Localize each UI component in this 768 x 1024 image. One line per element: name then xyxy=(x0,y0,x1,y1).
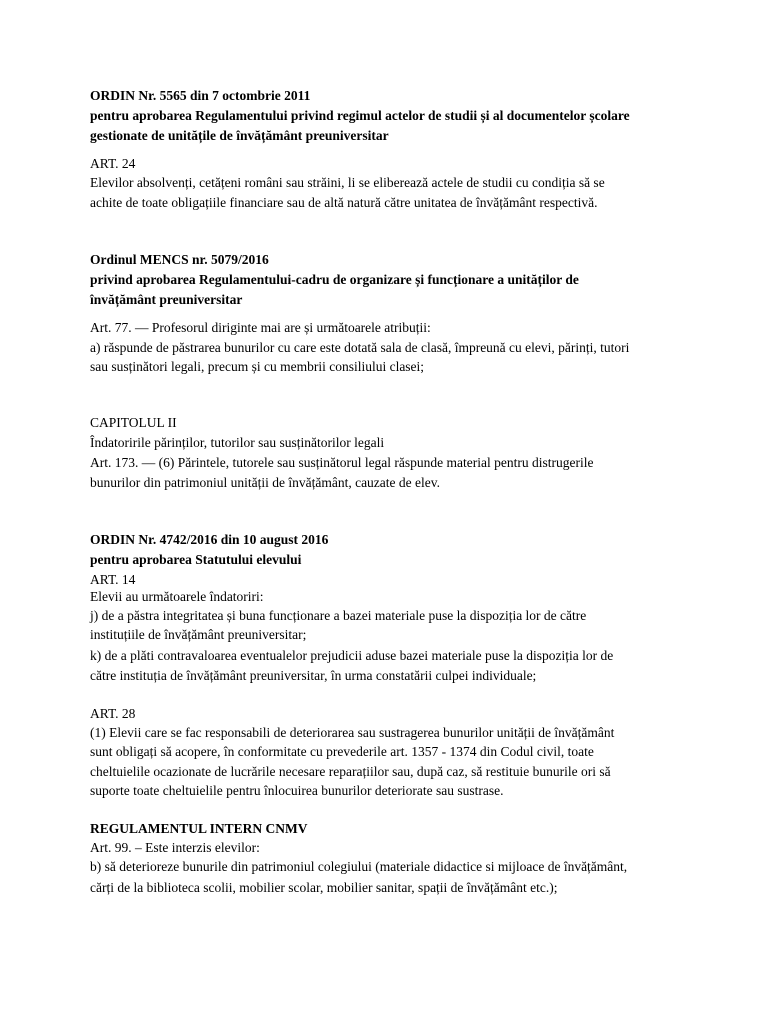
section-2-title: Ordinul MENCS nr. 5079/2016 xyxy=(90,252,269,267)
section-4-subtitle: pentru aprobarea Statutului elevului xyxy=(90,552,302,567)
section-4-text-line-2: j) de a păstra integritatea și buna funcționare a bazei materiale puse la dispoziția lor de către xyxy=(90,608,587,623)
section-5-text-line-2: b) să deterioreze bunurile din patrimoniul colegiului (materiale didactice si mijloace de învățământ, xyxy=(90,859,628,874)
section-1-text-line-2: achite de toate obligațiile financiare sau de altă natură către unitatea de învățământ respectivă. xyxy=(90,195,598,210)
section-3-chapter-subtitle: Îndatoririle părinților, tutorilor sau susținătorilor legali xyxy=(90,435,385,450)
section-3-text-line-2: bunurilor din patrimoniul unității de învățământ, cauzate de elev. xyxy=(90,475,441,490)
section-2-subtitle-line-2: învățământ preuniversitar xyxy=(90,292,243,307)
section-1-subtitle-line-1: pentru aprobarea Regulamentului privind regimul actelor de studii și al documentelor școlare xyxy=(90,108,630,123)
section-5-title: REGULAMENTUL INTERN CNMV xyxy=(90,821,308,836)
section-4-text-line-6: (1) Elevii care se fac responsabili de deteriorarea sau sustragerea bunurilor unității de învățământ xyxy=(90,725,615,740)
section-4-text-line-7: sunt obligați să acopere, în conformitate cu prevederile art. 1357 - 1374 din Codul civil, toate xyxy=(90,744,594,759)
section-1-title: ORDIN Nr. 5565 din 7 octombrie 2011 xyxy=(90,88,311,103)
section-4-text-line-9: suporte toate cheltuielile pentru înlocuirea bunurilor deteriorate sau sustrase. xyxy=(90,783,504,798)
section-4-text-line-1: Elevii au următoarele îndatoriri: xyxy=(90,589,264,604)
section-2-text-line-1: Art. 77. — Profesorul diriginte mai are și următoarele atribuții: xyxy=(90,320,431,335)
section-2-text-line-3: sau susținători legali, precum și cu membrii consiliului clasei; xyxy=(90,359,425,374)
section-4-article-28-heading: ART. 28 xyxy=(90,706,136,721)
section-2-text-line-2: a) răspunde de păstrarea bunurilor cu care este dotată sala de clasă, împreună cu elevi, părinți, tutori xyxy=(90,340,630,355)
section-1-subtitle-line-2: gestionate de unitățile de învățământ preuniversitar xyxy=(90,128,389,143)
section-2-subtitle-line-1: privind aprobarea Regulamentului-cadru de organizare și funcționare a unităților de xyxy=(90,272,579,287)
section-4-text-line-4: k) de a plăti contravaloarea eventualelor prejudicii aduse bazei materiale puse la dispoziția lor de xyxy=(90,648,614,663)
section-1-article-heading: ART. 24 xyxy=(90,156,136,171)
section-4-article-14-heading: ART. 14 xyxy=(90,572,136,587)
section-3-text-line-1: Art. 173. — (6) Părintele, tutorele sau susținătorul legal răspunde material pentru distrugerile xyxy=(90,455,594,470)
section-1-text-line-1: Elevilor absolvenți, cetățeni români sau străini, li se eliberează actele de studii cu condiția să se xyxy=(90,175,605,190)
section-3-chapter-title: CAPITOLUL II xyxy=(90,415,177,430)
section-4-text-line-5: către instituția de învățământ preuniversitar, în urma constatării culpei individuale; xyxy=(90,668,537,683)
section-5-text-line-1: Art. 99. – Este interzis elevilor: xyxy=(90,840,260,855)
section-4-text-line-3: instituțiile de învățământ preuniversitar; xyxy=(90,627,307,642)
section-4-title: ORDIN Nr. 4742/2016 din 10 august 2016 xyxy=(90,532,329,547)
section-4-text-line-8: cheltuielile ocazionate de lucrările necesare reparațiilor sau, după caz, să restituie bunurile ori să xyxy=(90,764,611,779)
section-5-text-line-3: cărți de la biblioteca scolii, mobilier scolar, mobilier sanitar, spații de învățământ etc.); xyxy=(90,880,558,895)
